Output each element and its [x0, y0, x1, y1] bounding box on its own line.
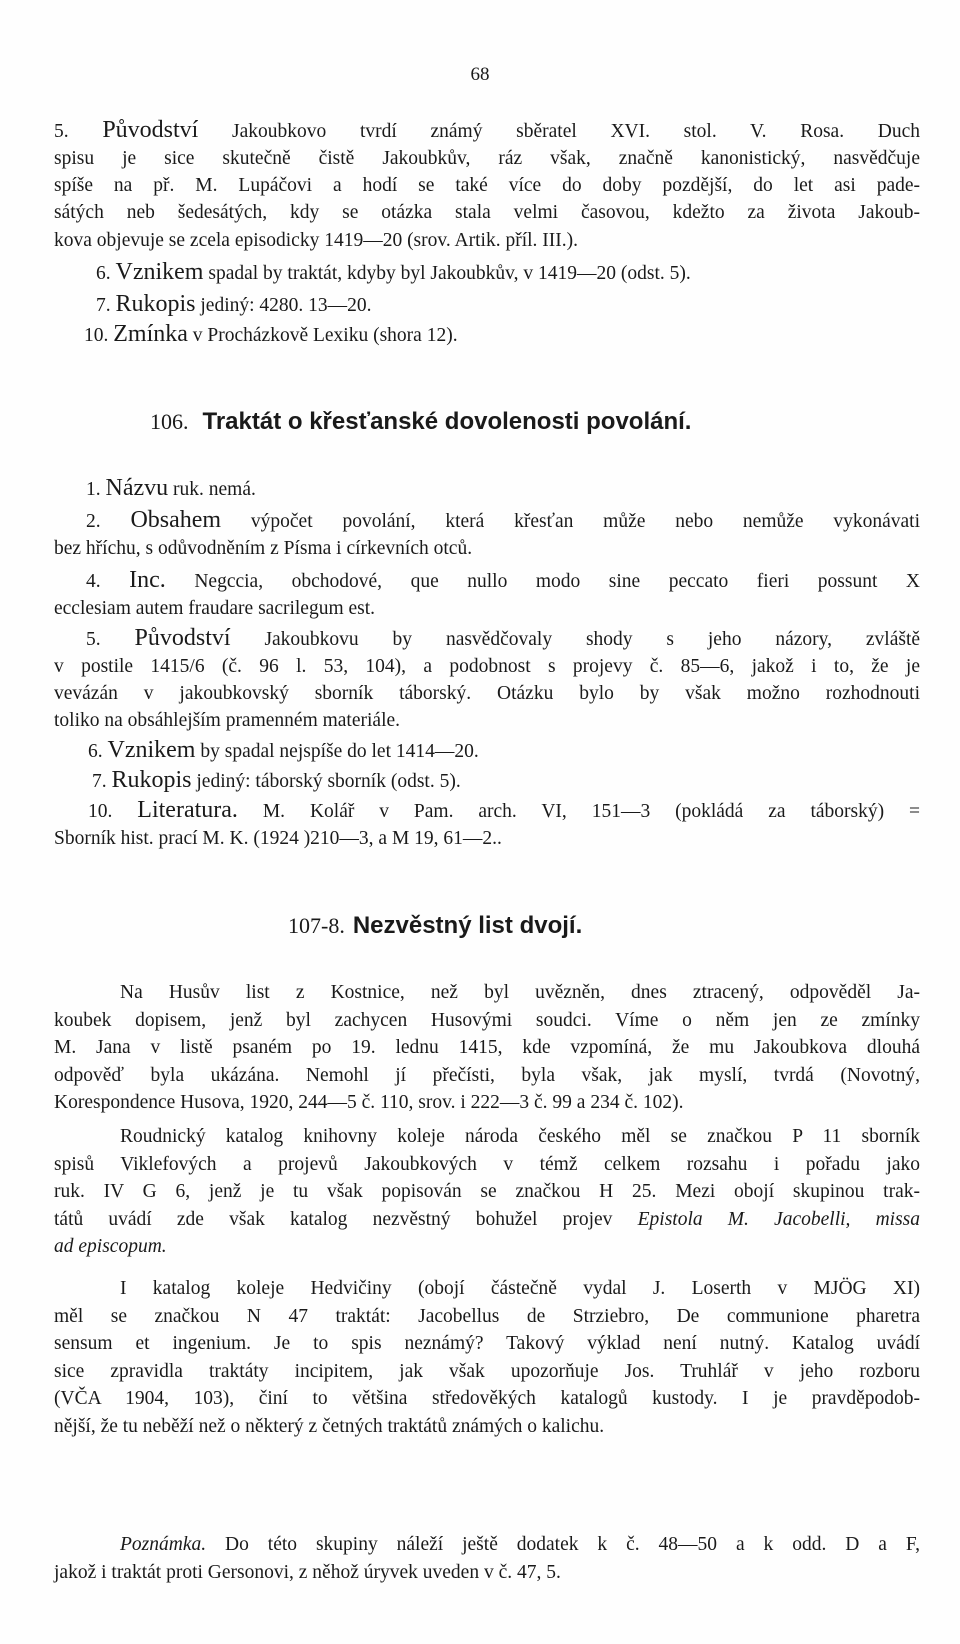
page-number: 68: [470, 64, 490, 85]
italic-title: Epistola M. Jacobelli, missa: [637, 1208, 920, 1230]
section-number: 106.: [150, 409, 189, 434]
note-text: Do této skupiny náleží ještě dodatek k č. 48—50 a k odd. D a F,: [225, 1534, 920, 1555]
para3-line: sice zpravidla traktáty incipitem, jak však upozorňuje Jos. Truhlář v jeho rozboru: [54, 1360, 920, 1382]
s106-p5-line4: toliko na obsáhlejším pramenném materiále.: [54, 710, 401, 731]
item-number: 6.: [96, 263, 111, 284]
item-text: spadal by traktát, kdyby byl Jakoubkův, v 1419—20 (odst. 5).: [208, 263, 691, 284]
para3-line: měl se značkou N 47 traktát: Jacobellus de Strziebro, De communione pharetra: [54, 1305, 920, 1327]
section-number: 107-8.: [288, 913, 345, 938]
item-number: 10.: [84, 325, 109, 346]
section-title: Nezvěstný list dvojí.: [352, 912, 583, 939]
para1-line: koubek dopisem, jenž byl zachycen Husovými soudci. Víme o něm jen ze zmínky: [54, 1009, 920, 1031]
s106-p5-line2: v postile 1415/6 (č. 96 l. 53, 104), a podobnost s projevy č. 85—6, jakož i to, že je: [54, 656, 920, 677]
item-keyword: Obsahem: [130, 507, 222, 533]
item-text: Negccia, obchodové, que nullo modo sine peccato fieri possunt X: [194, 571, 921, 592]
para2-line: [54, 1207, 920, 1232]
item-keyword: Názvu: [105, 475, 169, 501]
note-line1: [120, 1532, 920, 1557]
para2-text: tátů uvádí zde však katalog nezvěstný bohužel projev: [54, 1208, 613, 1230]
top-p7: [96, 292, 920, 318]
s106-p4-line1: [86, 568, 920, 594]
item-number: 4.: [86, 571, 101, 592]
top-p5-line3: spíše na př. M. Lupáčovi a hodí se také více do doby pozdější, do let asi pade-: [54, 175, 920, 196]
item-keyword: Vznikem: [115, 259, 204, 285]
para1-line: Na Husův list z Kostnice, než byl uvězněn, dnes ztracený, odpověděl Ja-: [120, 982, 920, 1003]
section-title: Traktát o křesťanské dovolenosti povolání.: [202, 408, 692, 435]
item-keyword: Literatura.: [137, 797, 238, 823]
item-number: 1.: [86, 479, 101, 500]
item-number: 7.: [92, 771, 107, 792]
item-number: 10.: [88, 801, 113, 822]
item-keyword: Inc.: [129, 567, 166, 593]
s106-p1: [86, 476, 920, 502]
top-p5-line2: spisu je sice skutečně čistě Jakoubkův, ráz však, značně kanonistický, nasvědčuje: [54, 148, 920, 169]
para3-line: (VČA 1904, 103), činí to většina středověkých katalogů kustody. I je pravděpodob-: [54, 1388, 920, 1410]
item-number: 5.: [86, 629, 101, 650]
item-text: výpočet povolání, která křesťan může nebo nemůže vykonávati: [250, 511, 921, 532]
s106-p5-line1: [86, 626, 920, 652]
item-keyword: Původství: [134, 625, 231, 651]
item-keyword: Původství: [102, 117, 199, 143]
s106-p4-line2: ecclesiam autem fraudare sacrilegum est.: [54, 598, 376, 619]
para2-line: Roudnický katalog knihovny koleje národa českého měl se značkou P 11 sborník: [120, 1126, 920, 1147]
item-text: ruk. nemá.: [173, 479, 256, 500]
para3-line: I katalog koleje Hedvičiny (obojí částečně vydal J. Loserth v MJÖG XI): [120, 1278, 920, 1299]
s106-p2-line2: bez hříchu, s odůvodněním z Písma i církevních otců.: [54, 538, 473, 559]
item-text: Jakoubkovo tvrdí známý sběratel XVI. stol. V. Rosa. Duch: [232, 121, 920, 142]
s106-p2-line1: [86, 508, 920, 534]
top-p5-line5: kova objevuje se zcela episodicky 1419—20 (srov. Artik. příl. III.).: [54, 230, 579, 251]
section-107-heading: [288, 912, 582, 940]
item-number: 6.: [88, 741, 103, 762]
s106-p7: [92, 768, 920, 794]
para1-line: Korespondence Husova, 1920, 244—5 č. 110, srov. i 222—3 č. 99 a 234 č. 102).: [54, 1092, 684, 1114]
item-keyword: Zmínka: [113, 321, 188, 347]
para2-italic-end: ad episcopum.: [54, 1236, 167, 1258]
section-106-heading: [150, 408, 691, 436]
s106-p5-line3: vevázán v jakoubkovský sborník táborský. Otázku bylo by však možno rozhodnouti: [54, 683, 920, 704]
item-number: 7.: [96, 295, 111, 316]
item-keyword: Rukopis: [115, 291, 196, 317]
item-number: 2.: [86, 511, 101, 532]
s106-p10-line2: Sborník hist. prací M. K. (1924 )210—3, a M 19, 61—2..: [54, 828, 502, 849]
item-number: 5.: [54, 121, 69, 142]
item-text: jediný: táborský sborník (odst. 5).: [196, 771, 461, 792]
item-text: jediný: 4280. 13—20.: [200, 295, 372, 316]
item-text: Jakoubkovu by nasvědčovaly shody s jeho názory, zvláště: [264, 629, 921, 650]
item-keyword: Rukopis: [111, 767, 192, 793]
top-p5-line1: [54, 118, 920, 144]
para1-line: M. Jana v listě psaném po 19. lednu 1415, kde vzpomíná, že mu Jakoubkova dlouhá: [54, 1037, 920, 1059]
para2-line: spisů Viklefových a projevů Jakoubkových v témž celkem rozsahu i pořadu jako: [54, 1153, 920, 1175]
note-label: Poznámka.: [120, 1534, 207, 1555]
para3-line: nější, že tu neběží než o některý z četných traktátů známých o kalichu.: [54, 1416, 605, 1437]
s106-p10-line1: [88, 798, 920, 824]
para2-line: ruk. IV G 6, jenž je tu však popisován se značkou H 25. Mezi obojí skupinou trak-: [54, 1181, 920, 1203]
item-text: by spadal nejspíše do let 1414—20.: [200, 741, 479, 762]
item-text: v Procházkově Lexiku (shora 12).: [192, 325, 458, 346]
item-text: M. Kolář v Pam. arch. VI, 151—3 (pokládá za táborský) =: [262, 801, 921, 822]
top-p5-line4: sátých neb šedesátých, kdy se otázka stala velmi časovou, kdežto za života Jakoub-: [54, 202, 920, 223]
s106-p6: [88, 738, 920, 764]
para3-line: sensum et ingenium. Je to spis neznámý? Takový výklad není nutný. Katalog uvádí: [54, 1333, 920, 1355]
top-p6: [96, 260, 920, 286]
item-keyword: Vznikem: [107, 737, 196, 763]
note-line2: jakož i traktát proti Gersonovi, z něhož úryvek uveden v č. 47, 5.: [54, 1562, 561, 1583]
top-p10: [84, 322, 920, 348]
para1-line: odpověď byla ukázána. Nemohl jí přečísti, byla však, jak myslí, tvrdá (Novotný,: [54, 1064, 920, 1086]
